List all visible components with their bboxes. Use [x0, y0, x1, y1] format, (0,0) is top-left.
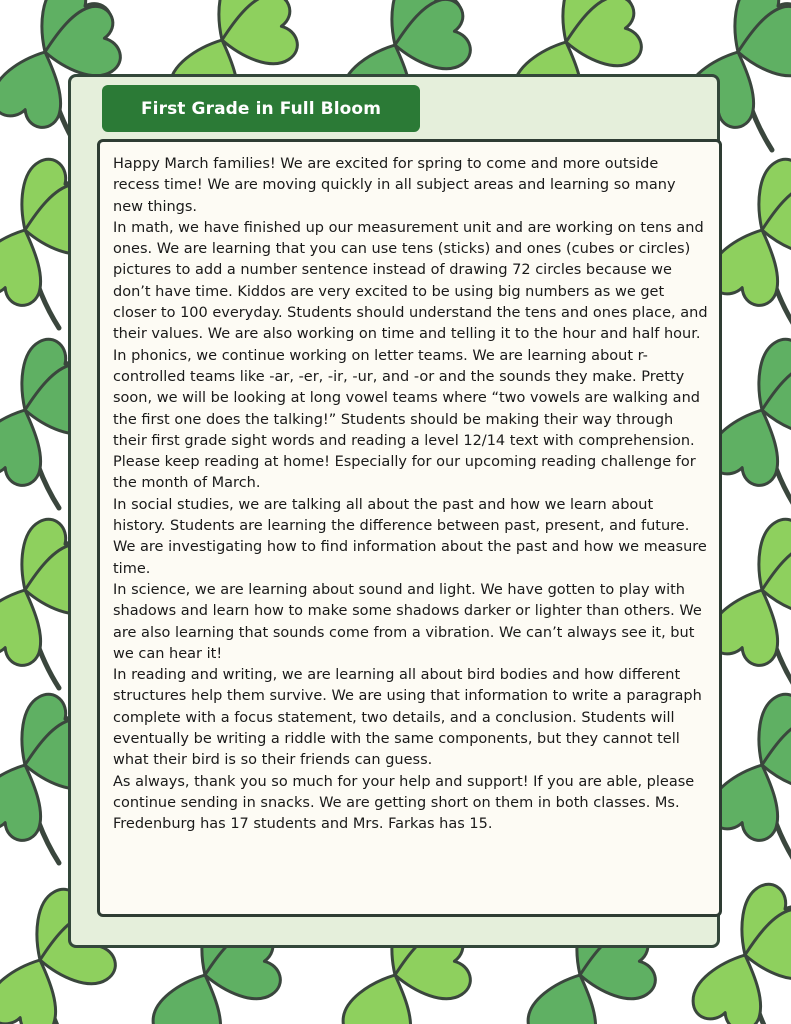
paragraph-closing: As always, thank you so much for your help and support! If you are able, please continue sending in snacks. We are getting short on them in both classes. Ms. Fredenburg has 17 students and Mrs. Farkas has 15.: [113, 773, 695, 833]
paragraph-social-studies: In social studies, we are talking all about the past and how we learn about history. Students are learning the difference between past, present, and future. We are investigating how to find information about the past and how we measure time.: [113, 496, 707, 577]
paragraph-phonics: In phonics, we continue working on letter teams. We are learning about r-controlled teams like -ar, -er, -ir, -ur, and -or and the sounds they make. Pretty soon, we will be looking at long vowel teams where “two vowels are walking and the first one does the talking!” Students should be making their way through their first grade sight words and reading a level 12/14 text with comprehension. Please keep reading at home! Especially for our upcoming reading challenge for the month of March.: [113, 347, 700, 492]
paragraph-science: In science, we are learning about sound and light. We have gotten to play with shadows and learn how to make some shadows darker or lighter than others. We are also learning that sounds come from a vibration. We can’t always see it, but we can hear it!: [113, 581, 702, 662]
paragraph-intro: Happy March families! We are excited for spring to come and more outside recess time! We are moving quickly in all subject areas and learning so many new things.: [113, 156, 676, 215]
newsletter-body: [97, 139, 722, 917]
title-banner: [102, 85, 420, 132]
page-title: First Grade in Full Bloom: [140, 98, 382, 119]
paragraph-math: In math, we have finished up our measurement unit and are working on tens and ones. We are learning that you can use tens (sticks) and ones (cubes or circles) pictures to add a number sentence instead of drawing 72 circles because we don’t have time. Kiddos are very excited to be using big numbers as we get closer to 100 everyday. Students should understand the tens and ones place, and their values. We are also working on time and telling it to the hour and half hour.: [113, 219, 708, 343]
paragraph-reading-writing: In reading and writing, we are learning all about bird bodies and how different structures help them survive. We are using that information to write a paragraph complete with a focus statement, two details, and a conclusion. Students will eventually be writing a riddle with the same components, but they cannot tell what their bird is so their friends can guess.: [113, 667, 702, 769]
